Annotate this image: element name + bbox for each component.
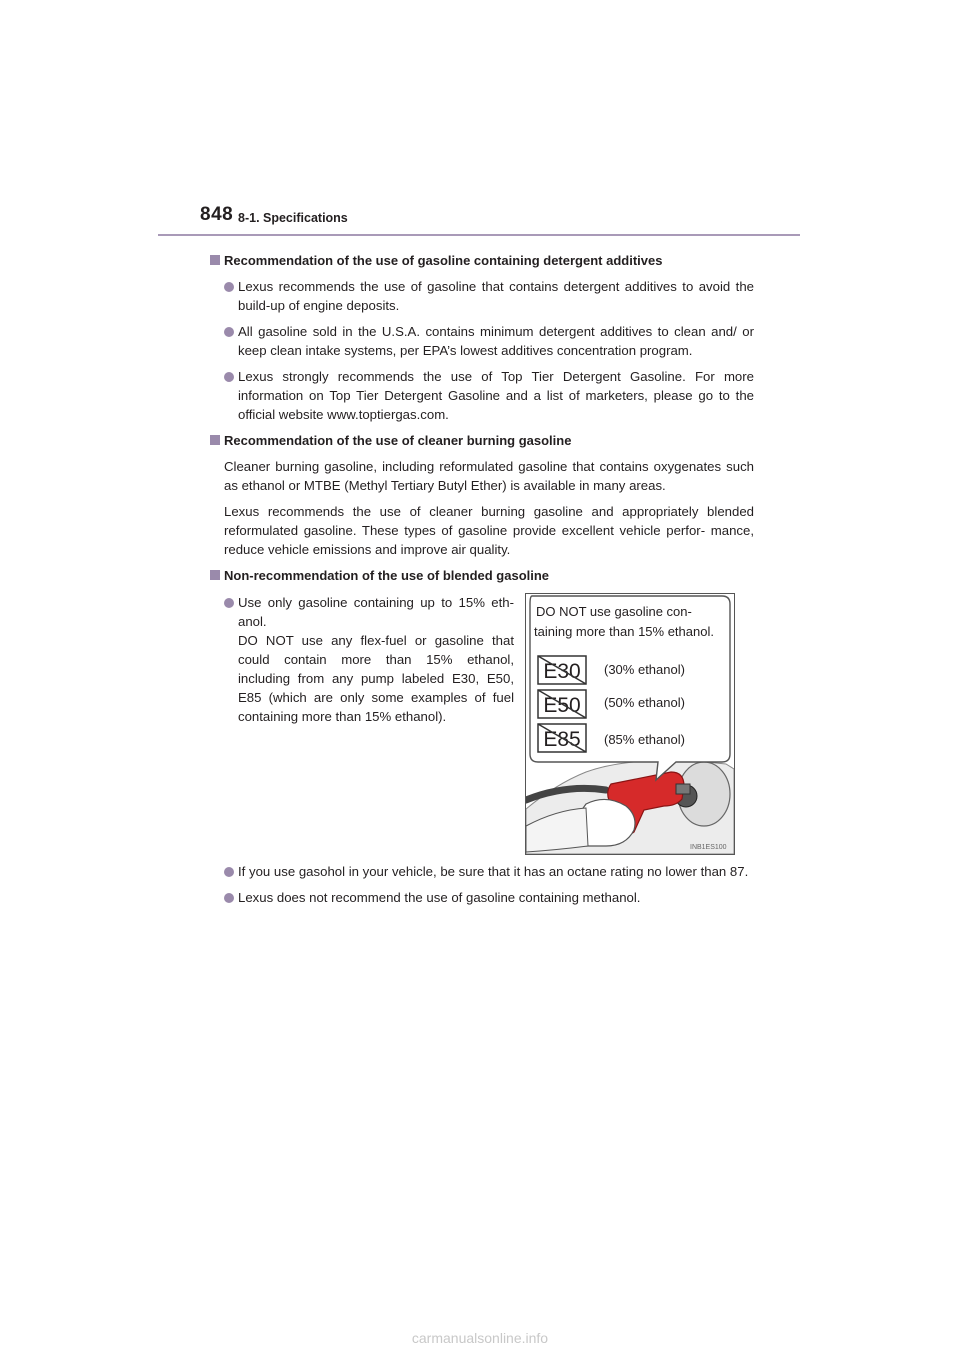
circle-bullet-icon — [224, 282, 234, 292]
circle-bullet-icon — [224, 867, 234, 877]
page-number: 848 — [200, 204, 234, 225]
label-e30: E30 — [543, 660, 581, 683]
circle-bullet-icon — [224, 893, 234, 903]
heading-detergent: Recommendation of the use of gasoline containing detergent additives — [210, 251, 754, 270]
list-item: Lexus does not recommend the use of gasoline containing methanol. — [210, 888, 754, 907]
figure-caption-line1: DO NOT use gasoline con- — [536, 604, 692, 619]
fuel-nozzle-illustration — [525, 593, 735, 855]
list-item: Lexus strongly recommends the use of Top Tier Detergent Gasoline. For more information on Top Tier Detergent Gasoline and a list of marketers, please go to the official website www.toptiergas.com. — [210, 367, 754, 424]
circle-bullet-icon — [224, 598, 234, 608]
label-e30-desc: (30% ethanol) — [604, 662, 685, 677]
circle-bullet-icon — [224, 372, 234, 382]
section-title: 8-1. Specifications — [238, 211, 348, 225]
list-item: If you use gasohol in your vehicle, be sure that it has an octane rating no lower than 87. — [210, 862, 754, 881]
list-item: Lexus recommends the use of gasoline that contains detergent additives to avoid the build-up of engine deposits. — [210, 277, 754, 315]
circle-bullet-icon — [224, 327, 234, 337]
paragraph: Lexus recommends the use of cleaner burning gasoline and appropriately blended reformulated gasoline. These types of gasoline provide excellent vehicle perfor- mance, reduce vehicle emissions and improve air quality. — [224, 504, 754, 557]
figure-caption-line2: taining more than 15% ethanol. — [534, 624, 714, 639]
watermark: carmanualsonline.info — [411, 1330, 549, 1346]
page-header — [158, 204, 800, 236]
square-bullet-icon — [210, 435, 220, 445]
paragraph: Cleaner burning gasoline, including reformulated gasoline that contains oxygenates such as ethanol or MTBE (Methyl Tertiary Butyl Ether) is available in many areas. — [224, 459, 754, 493]
list-item: All gasoline sold in the U.S.A. contains minimum detergent additives to clean and/ or keep clean intake systems, per EPA’s lowest additives concentration program. — [210, 322, 754, 360]
label-e50: E50 — [543, 694, 581, 717]
list-item: Use only gasoline containing up to 15% eth- anol. DO NOT use any flex-fuel or gasoline that could contain more than 15% ethanol, including from any pump labeled E30, E50, E85 (which are only some examples of fuel containing more than 15% ethanol). — [210, 593, 514, 726]
square-bullet-icon — [210, 255, 220, 265]
label-e85: E85 — [543, 728, 581, 751]
image-code: INB1ES100 — [690, 844, 727, 851]
label-e85-desc: (85% ethanol) — [604, 732, 685, 747]
heading-blended: Non-recommendation of the use of blended gasoline — [210, 566, 754, 585]
figure-row — [210, 593, 754, 855]
heading-cleaner: Recommendation of the use of cleaner burning gasoline — [210, 431, 754, 450]
illustration-svg — [526, 594, 734, 854]
page-content — [210, 244, 754, 907]
label-e50-desc: (50% ethanol) — [604, 695, 685, 710]
square-bullet-icon — [210, 570, 220, 580]
